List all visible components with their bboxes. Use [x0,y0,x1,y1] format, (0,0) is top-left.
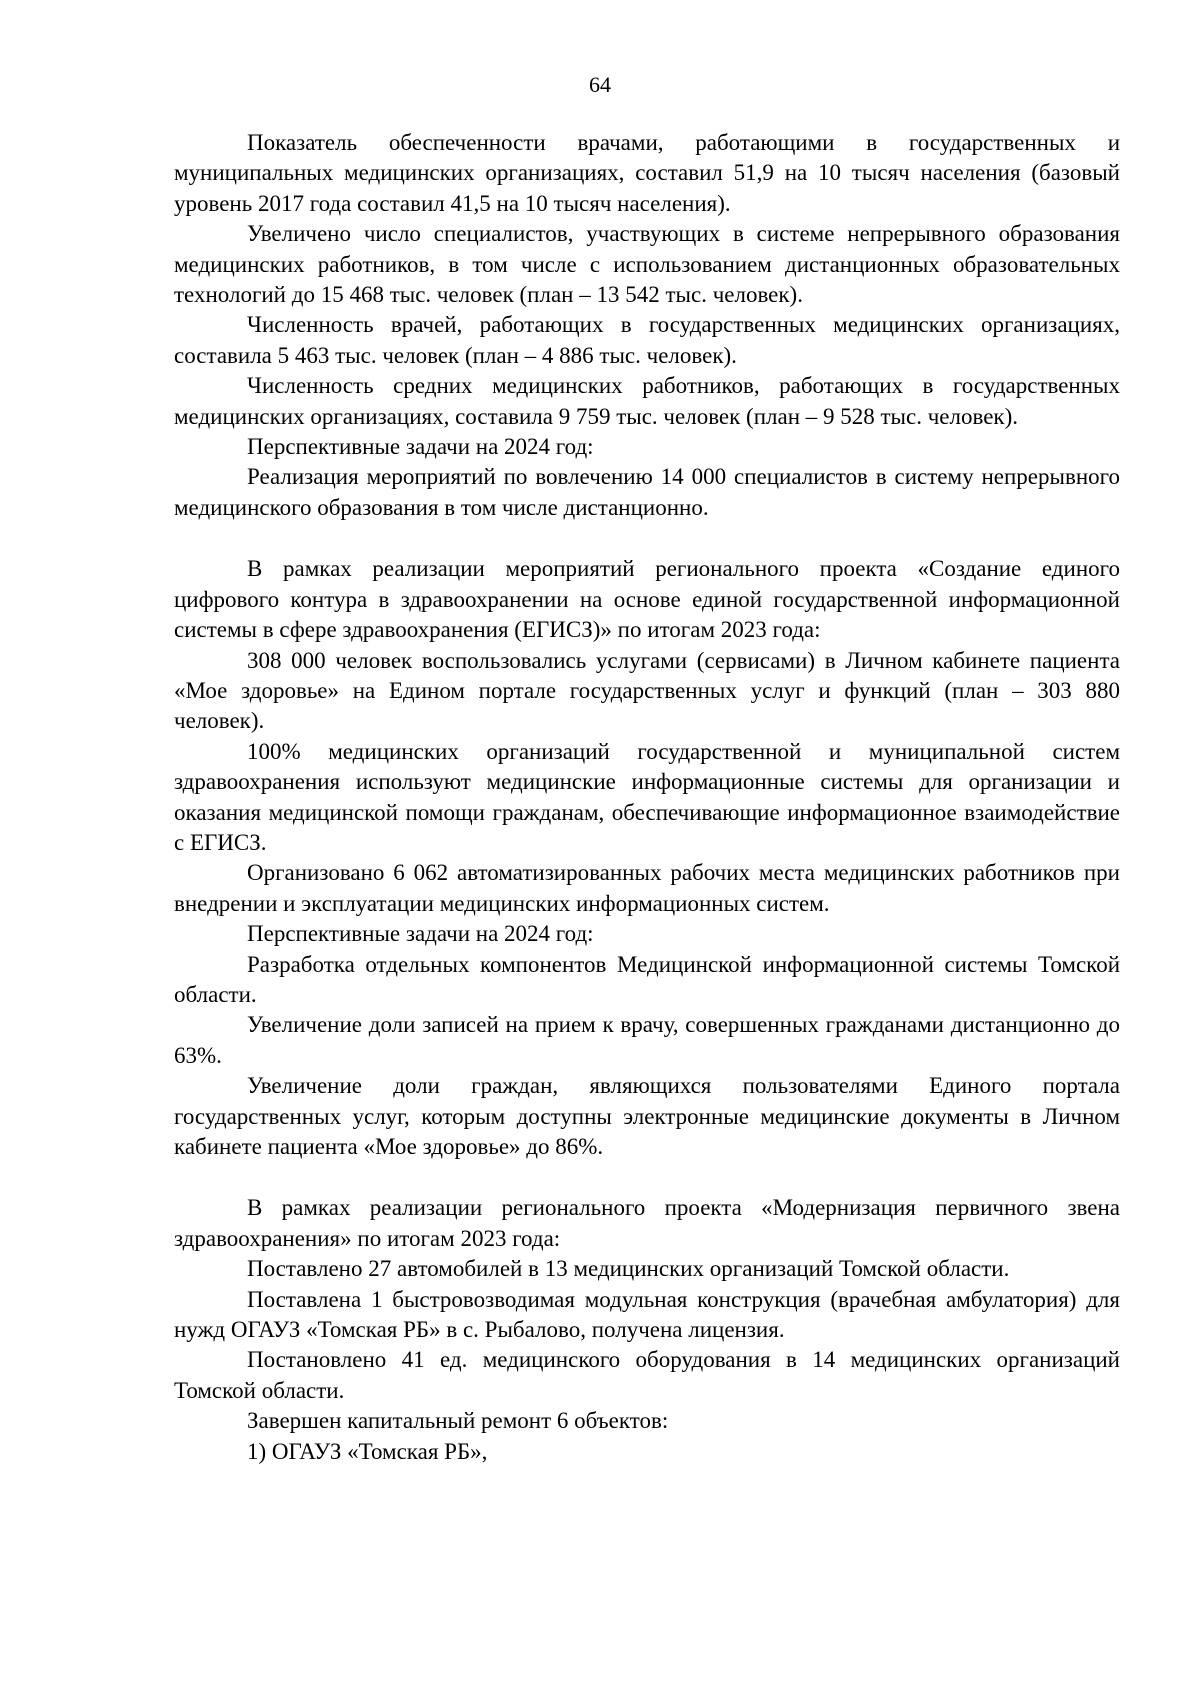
paragraph-doctors-ratio: Показатель обеспеченности врачами, работающими в государственных и муниципальных медицинских организациях, составил 51,9 на 10 тысяч населения (базовый уровень 2017 года составил 41,5 на 10 тысяч населения). [174,130,1120,216]
paragraph-tasks-heading: Перспективные задачи на 2024 год: [247,434,594,460]
document-body [174,128,1120,1467]
paragraph-repairs-heading: Завершен капитальный ремонт 6 объектов: [247,1408,669,1434]
paragraph-workstations: Организовано 6 062 автоматизированных рабочих места медицинских работников при внедрении и эксплуатации медицинских информационных систем. [174,860,1120,916]
paragraph-doctors-count: Численность врачей, работающих в государственных медицинских организациях, составила 5 463 тыс. человек (план – 4 886 тыс. человек). [174,312,1120,368]
page-number: 64 [589,72,611,97]
paragraph-mis-usage: 100% медицинских организаций государственной и муниципальной систем здравоохранения используют медицинские информационные системы для организации и оказания медицинской помощи гражданам, обеспечивающие информационное взаимодействие с ЕГИСЗ. [174,738,1120,855]
list-item: 1) ОГАУЗ «Томская РБ», [247,1438,488,1464]
paragraph-education-task: Реализация мероприятий по вовлечению 14 000 специалистов в систему непрерывного медицинского образования в том числе дистанционно. [174,464,1120,520]
paragraph-nurses-count: Численность средних медицинских работников, работающих в государственных медицинских организациях, составила 9 759 тыс. человек (план – 9 528 тыс. человек). [174,373,1120,429]
paragraph-portal-users: Увеличение доли граждан, являющихся пользователями Единого портала государственных услуг, которым доступны электронные медицинские документы в Личном кабинете пациента «Мое здоровье» до 86%. [174,1073,1120,1159]
paragraph-vehicles: Поставлено 27 автомобилей в 13 медицинских организаций Томской области. [247,1256,1010,1282]
paragraph-egisz-intro: В рамках реализации мероприятий регионального проекта «Создание единого цифрового контура в здравоохранении на основе единой государственной информационной системы в сфере здравоохранения (ЕГИСЗ)» по итогам 2023 года: [174,556,1120,643]
paragraph-primary-care-intro: В рамках реализации регионального проекта «Модернизация первичного звена здравоохранения» по итогам 2023 года: [174,1195,1120,1251]
paragraph-modular-clinic: Поставлена 1 быстровозводимая модульная конструкция (врачебная амбулатория) для нужд ОГАУЗ «Томская РБ» в с. Рыбалово, получена лицензия. [174,1286,1120,1343]
paragraph-continuing-education: Увеличено число специалистов, участвующих в системе непрерывного образования медицинских работников, в том числе с использованием дистанционных образовательных технологий до 15 468 тыс. человек (план – 13 542 тыс. человек). [174,221,1120,308]
paragraph-mis-development: Разработка отдельных компонентов Медицинской информационной системы Томской области. [174,951,1120,1007]
paragraph-patient-cabinet: 308 000 человек воспользовались услугами (сервисами) в Личном кабинете пациента «Мое здоровье» на Едином портале государственных услуг и функций (план – 303 880 человек). [174,647,1120,734]
paragraph-remote-appointments: Увеличение доли записей на прием к врачу, совершенных гражданами дистанционно до 63%. [174,1012,1120,1068]
paragraph-equipment: Постановлено 41 ед. медицинского оборудования в 14 медицинских организаций Томской области. [174,1347,1120,1403]
paragraph-tasks-heading: Перспективные задачи на 2024 год: [247,921,594,947]
